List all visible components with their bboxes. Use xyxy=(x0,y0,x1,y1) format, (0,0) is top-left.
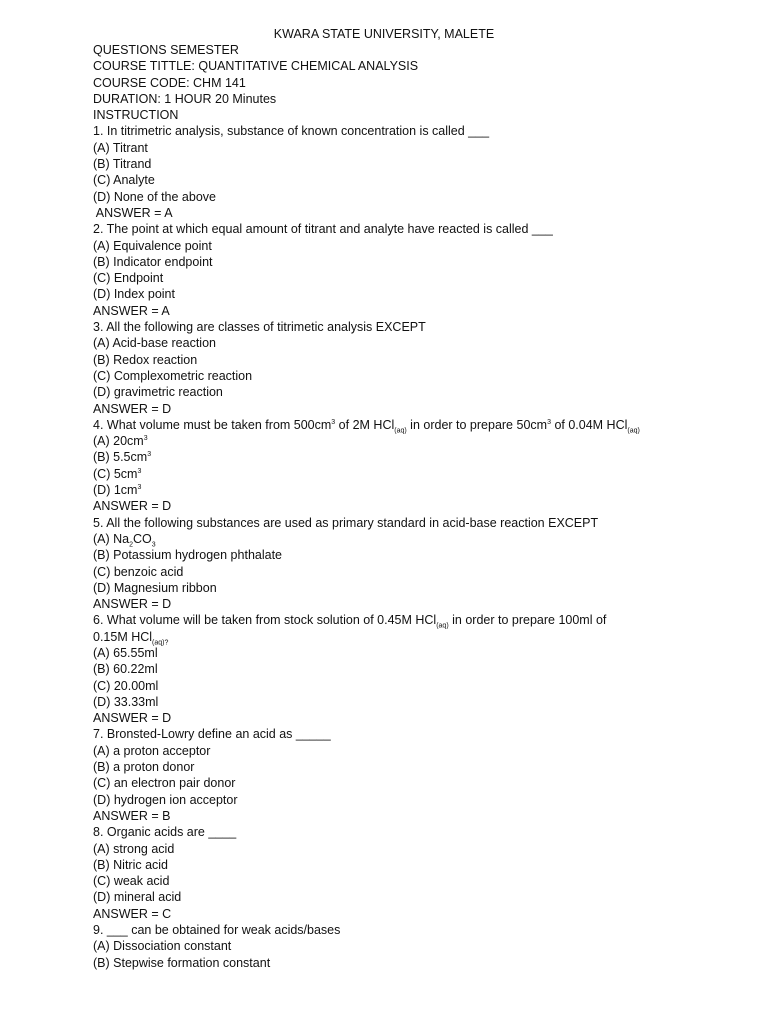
question-2-option-a: (A) Equivalence point xyxy=(93,238,212,253)
question-4-answer: ANSWER = D xyxy=(93,499,172,514)
q6-line-2: 0.15M HCl xyxy=(93,629,153,644)
question-3-option-c: (C) Complexometric reaction xyxy=(93,368,253,383)
question-6-option-a: (A) 65.55ml xyxy=(93,645,158,660)
question-9-option-b: (B) Stepwise formation constant xyxy=(93,955,271,970)
question-8-answer: ANSWER = C xyxy=(93,906,172,921)
question-4-option-d xyxy=(93,482,753,498)
question-2-answer: ANSWER = A xyxy=(93,303,170,318)
question-7-text: 7. Bronsted-Lowry define an acid as _____ xyxy=(93,727,331,742)
q4-option-c-sup: 3 xyxy=(137,467,142,475)
question-6-option-b: (B) 60.22ml xyxy=(93,662,158,677)
q4-option-a-sup: 3 xyxy=(143,434,148,442)
question-2-option-d: (D) Index point xyxy=(93,287,175,302)
question-5-text: 5. All the following substances are used as primary standard in acid-base reaction EXCEPT xyxy=(93,515,599,530)
q6-part-1: 6. What volume will be taken from stock solution of 0.45M HCl xyxy=(93,613,437,628)
question-7-option-b: (B) a proton donor xyxy=(93,760,195,775)
question-1-answer: ANSWER = A xyxy=(93,205,173,220)
question-4-option-c xyxy=(93,466,753,482)
question-7-option-d: (D) hydrogen ion acceptor xyxy=(93,792,238,807)
question-3-text: 3. All the following are classes of titrimetic analysis EXCEPT xyxy=(93,320,426,335)
question-5-option-d: (D) Magnesium ribbon xyxy=(93,580,217,595)
q4-sub-2: (aq) xyxy=(627,427,640,435)
question-3-answer: ANSWER = D xyxy=(93,401,172,416)
exam-body xyxy=(93,42,753,971)
q4-part-3: in order to prepare 50cm xyxy=(406,417,548,432)
q4-sup-2: 3 xyxy=(547,418,551,426)
question-2-option-b: (B) Indicator endpoint xyxy=(93,254,213,269)
question-1-option-c: (C) Analyte xyxy=(93,173,155,188)
q4-option-d-base: (D) 1cm xyxy=(93,483,138,498)
university-title: KWARA STATE UNIVERSITY, MALETE xyxy=(273,27,495,41)
q4-part-2: of 2M HCl xyxy=(335,417,395,432)
question-6-text-line-2 xyxy=(93,629,753,645)
question-5-option-c: (C) benzoic acid xyxy=(93,564,184,579)
question-8-text: 8. Organic acids are ____ xyxy=(93,825,237,840)
question-4-option-a xyxy=(93,433,753,449)
question-2-text: 2. The point at which equal amount of titrant and analyte have reacted is called ___ xyxy=(93,222,553,237)
question-1-option-a: (A) Titrant xyxy=(93,140,148,155)
q4-sub-1: (aq) xyxy=(394,427,407,435)
question-6-answer: ANSWER = D xyxy=(93,711,172,726)
question-7-option-c: (C) an electron pair donor xyxy=(93,776,236,791)
q4-option-a-base: (A) 20cm xyxy=(93,434,144,449)
question-5-option-b: (B) Potassium hydrogen phthalate xyxy=(93,548,282,563)
question-2-option-c: (C) Endpoint xyxy=(93,271,164,286)
question-6-option-d: (D) 33.33ml xyxy=(93,694,159,709)
question-7-option-a: (A) a proton acceptor xyxy=(93,743,211,758)
q5-option-a-part-1: (A) Na xyxy=(93,531,130,546)
question-1-text: 1. In titrimetric analysis, substance of known concentration is called ___ xyxy=(93,124,490,139)
q5-option-a-sub-2: 3 xyxy=(151,541,156,549)
q4-option-b-base: (B) 5.5cm xyxy=(93,450,148,465)
q6-sub-2: (aq)? xyxy=(152,639,169,647)
instruction-line: INSTRUCTION xyxy=(93,108,179,123)
q4-sup-1: 3 xyxy=(331,418,336,426)
q5-option-a-part-2: CO xyxy=(133,531,152,546)
q6-sub-1: (aq) xyxy=(436,622,449,630)
course-code-line: COURSE CODE: CHM 141 xyxy=(93,75,246,90)
question-9-option-a: (A) Dissociation constant xyxy=(93,939,232,954)
q5-option-a-sub-1: 2 xyxy=(129,541,134,549)
question-1-option-d: (D) None of the above xyxy=(93,189,216,204)
q4-option-b-sup: 3 xyxy=(147,451,152,459)
question-1-option-b: (B) Titrand xyxy=(93,157,152,172)
question-7-answer: ANSWER = B xyxy=(93,808,171,823)
q4-option-d-sup: 3 xyxy=(137,483,142,491)
course-title-line: COURSE TITTLE: QUANTITATIVE CHEMICAL ANALYSIS xyxy=(93,59,419,74)
question-4-text xyxy=(93,417,753,433)
question-5-answer: ANSWER = D xyxy=(93,597,172,612)
question-8-option-d: (D) mineral acid xyxy=(93,890,182,905)
question-5-option-a xyxy=(93,531,753,547)
question-3-option-d: (D) gravimetric reaction xyxy=(93,385,223,400)
duration-line: DURATION: 1 HOUR 20 Minutes xyxy=(93,91,277,106)
question-4-option-b xyxy=(93,449,753,465)
question-8-option-b: (B) Nitric acid xyxy=(93,857,169,872)
q4-part-1: 4. What volume must be taken from 500cm xyxy=(93,417,332,432)
question-6-option-c: (C) 20.00ml xyxy=(93,678,159,693)
question-3-option-b: (B) Redox reaction xyxy=(93,352,198,367)
question-9-text: 9. ___ can be obtained for weak acids/bases xyxy=(93,923,341,938)
q4-option-c-base: (C) 5cm xyxy=(93,466,138,481)
semester-line: QUESTIONS SEMESTER xyxy=(93,43,239,57)
question-6-text-line-1 xyxy=(93,612,753,628)
q6-part-2: in order to prepare 100ml of xyxy=(448,613,607,628)
question-3-option-a: (A) Acid-base reaction xyxy=(93,336,216,351)
question-8-option-a: (A) strong acid xyxy=(93,841,175,856)
question-8-option-c: (C) weak acid xyxy=(93,874,170,889)
q4-part-4: of 0.04M HCl xyxy=(550,417,628,432)
